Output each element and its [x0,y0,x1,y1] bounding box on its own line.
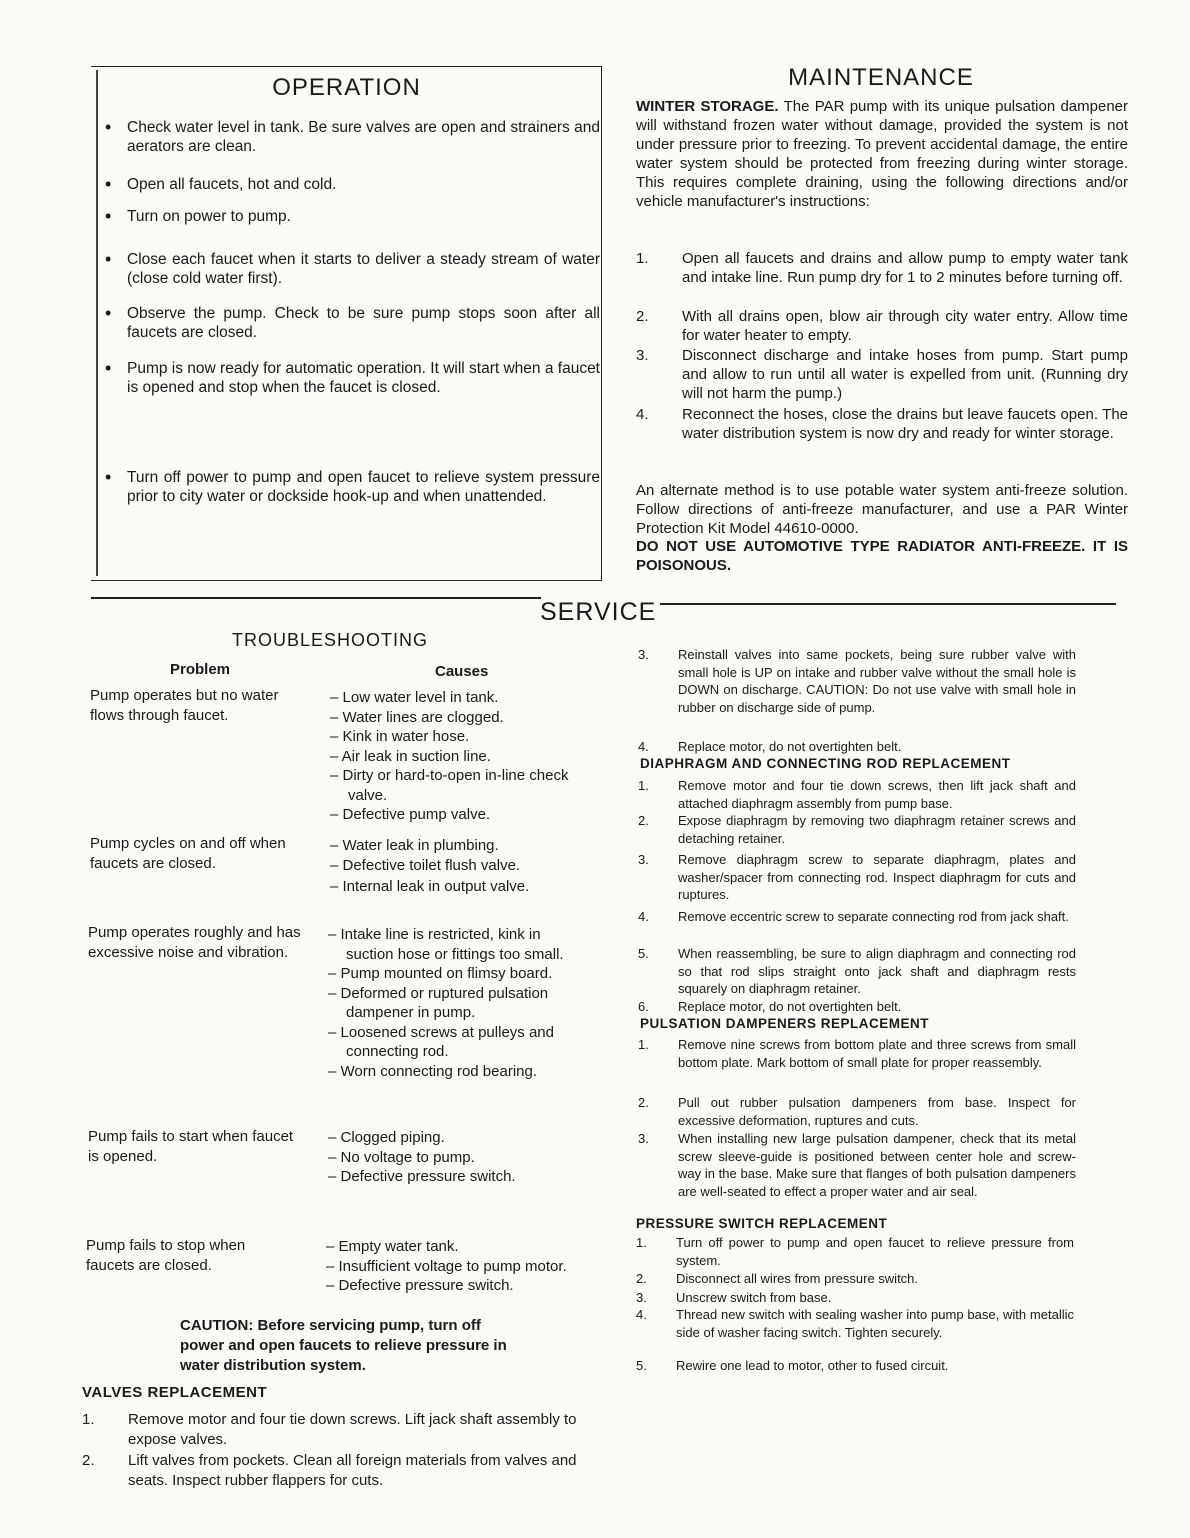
pressure-switch-step: 3. Unscrew switch from base. [636,1290,832,1305]
winter-storage-text: The PAR pump with its unique pulsation dampener will withstand frozen water without damage, provided the system is not under pressure prior to freezing. To prevent accidental damage, the entire water system should be protected from freezing during winter storage. This requires complete draining, using the following directions and/or vehicle manufacturer's instructions: [636,98,1129,210]
bullet-icon: • [105,467,112,487]
cause-item: – Water lines are clogged. [330,708,504,726]
diaphragm-step: 4. Remove eccentric screw to separate connecting rod from jack shaft. [638,909,1069,924]
cause-item: – Clogged piping. [328,1129,445,1146]
operation-bullet: • Open all faucets, hot and cold. [105,174,337,194]
problem-column-header: Problem [170,661,231,678]
maintenance-title: MAINTENANCE [788,64,974,91]
problem-cell: Pump operates roughly and has excessive noise and vibration. [88,924,301,961]
bullet-icon: • [105,303,112,323]
cause-item: – No voltage to pump. [328,1148,475,1166]
cause-item: – Defective pressure switch. [328,1168,516,1185]
cause-item: – Kink in water hose. [330,728,470,745]
pressure-switch-step: 4. Thread new switch with sealing washer into pump base, with metallic side of washer facing switch. Tighten securely. [636,1307,1074,1340]
operation-bullet: • Check water level in tank. Be sure valves are open and strainers and aerators are clean. [105,117,600,155]
causes-column-header: Causes [435,663,489,680]
pressure-switch-step: 2. Disconnect all wires from pressure switch. [636,1271,919,1286]
operation-title: OPERATION [272,74,421,101]
bullet-icon: • [105,206,112,226]
pressure-switch-replacement-title: PRESSURE SWITCH REPLACEMENT [636,1216,888,1231]
cause-item: – Defective toilet flush valve. [330,856,521,874]
bullet-icon: • [105,174,112,194]
pulsation-step: 3. When installing new large pulsation dampener, check that its metal screw sleeve-guide is positioned between center hole and screw-way in the base. Make sure that flanges of both pulsation dampeners are well-seated to effect a proper water and air seal. [638,1131,1076,1199]
cause-item: – Air leak in suction line. [330,747,491,765]
cause-item: – Deformed or ruptured pulsation dampener in pump. [328,984,549,1021]
valves-step: 1. Remove motor and four tie down screws. Lift jack shaft assembly to expose valves. [82,1411,577,1448]
winter-storage-paragraph [636,97,1128,211]
bullet-icon: • [105,249,112,269]
causes-cell [330,836,580,897]
causes-cell [330,688,580,825]
maintenance-step: 4. Reconnect the hoses, close the drains but leave faucets open. The water distribution system is now dry and ready for winter storage. [636,406,1128,442]
valves-replacement-title: VALVES REPLACEMENT [82,1384,268,1401]
cause-item: – Defective pressure switch. [326,1277,514,1294]
valves-step: 3. Reinstall valves into same pockets, being sure rubber valve with small hole is UP on intake and rubber valve without the small hole is DOWN on discharge. CAUTION: Do not use valve with small hole in rubber on discharge side of pump. [638,647,1076,715]
problem-cell: Pump operates but no water flows through faucet. [90,687,279,724]
troubleshooting-title: TROUBLESHOOTING [232,630,429,650]
operation-bullet: • Turn off power to pump and open faucet to relieve system pressure prior to city water or dockside hook-up and when unattended. [105,467,600,505]
section-divider-left [91,597,541,599]
causes-cell [328,1128,578,1187]
cause-item: – Dirty or hard-to-open in-line check valve. [330,767,569,804]
pressure-switch-step: 1. Turn off power to pump and open faucet to relieve pressure from system. [636,1235,1074,1268]
bullet-icon: • [105,117,112,137]
causes-cell [326,1237,576,1296]
pulsation-replacement-title: PULSATION DAMPENERS REPLACEMENT [640,1016,930,1031]
problem-cell: Pump fails to stop when faucets are closed. [86,1237,246,1274]
problem-cell: Pump fails to start when faucet is opened. [88,1128,294,1165]
maintenance-step: 2. With all drains open, blow air through city water entry. Allow time for water heater to empty. [636,308,1128,344]
operation-box-left-border [96,70,98,576]
cause-item: – Intake line is restricted, kink in suction hose or fittings too small. [328,926,564,963]
cause-item: – Pump mounted on flimsy board. [328,965,553,982]
diaphragm-replacement-title: DIAPHRAGM AND CONNECTING ROD REPLACEMENT [640,756,1011,771]
cause-item: – Water leak in plumbing. [330,837,499,854]
cause-item: – Low water level in tank. [330,689,499,706]
pressure-switch-step: 5. Rewire one lead to motor, other to fused circuit. [636,1358,949,1373]
pulsation-step: 2. Pull out rubber pulsation dampeners from base. Inspect for excessive deformation, ruptures and cuts. [638,1095,1076,1128]
operation-bullet: • Pump is now ready for automatic operation. It will start when a faucet is opened and stop when the faucet is closed. [105,358,600,396]
cause-item: – Worn connecting rod bearing. [328,1062,538,1080]
service-caution: CAUTION: Before servicing pump, turn off power and open faucets to relieve pressure in water distribution system. [180,1317,507,1374]
service-title: SERVICE [540,598,657,626]
diaphragm-step: 2. Expose diaphragm by removing two diaphragm retainer screws and detaching retainer. [638,813,1076,846]
maintenance-step: 1. Open all faucets and drains and allow pump to empty water tank and intake line. Run pump dry for 1 to 2 minutes before turning off. [636,250,1128,286]
maintenance-step: 3. Disconnect discharge and intake hoses from pump. Start pump and allow to run until all water is expelled from unit. (Running dry will not harm the pump.) [636,347,1128,402]
cause-item: – Insufficient voltage to pump motor. [326,1257,567,1275]
diaphragm-step: 3. Remove diaphragm screw to separate diaphragm, plates and washer/spacer from connecting rod. Inspect diaphragm for cuts and ruptures. [638,852,1076,902]
valves-step: 2. Lift valves from pockets. Clean all foreign materials from valves and seats. Inspect rubber flappers for cuts. [82,1452,577,1489]
cause-item: – Defective pump valve. [330,806,491,823]
diaphragm-step: 1. Remove motor and four tie down screws, then lift jack shaft and attached diaphragm assembly from pump base. [638,778,1076,811]
antifreeze-warning: DO NOT USE AUTOMOTIVE TYPE RADIATOR ANTI-FREEZE. IT IS POISONOUS. [636,538,1128,574]
diaphragm-step: 6. Replace motor, do not overtighten belt. [638,999,902,1014]
operation-bullet: • Turn on power to pump. [105,206,291,226]
cause-item: – Loosened screws at pulleys and connecting rod. [328,1023,554,1060]
operation-bullet: • Observe the pump. Check to be sure pump stops soon after all faucets are closed. [105,303,600,341]
problem-cell: Pump cycles on and off when faucets are closed. [90,835,286,872]
alternate-method-paragraph: An alternate method is to use potable water system anti-freeze solution. Follow directions of anti-freeze manufacturer, and use a PAR Winter Protection Kit Model 44610-0000. [636,482,1128,537]
operation-bullet: • Close each faucet when it starts to deliver a steady stream of water (close cold water first). [105,249,600,287]
causes-cell [328,925,588,1081]
bullet-icon: • [105,358,112,378]
cause-item: – Internal leak in output valve. [330,878,530,895]
winter-storage-label: WINTER STORAGE. [636,98,779,115]
diaphragm-step: 5. When reassembling, be sure to align diaphragm and connecting rod so that rod slips straight onto jack shaft and diaphragm rests squarely on diaphragm retainer. [638,946,1076,996]
pulsation-step: 1. Remove nine screws from bottom plate and three screws from small bottom plate. Mark bottom of small plate for proper reassembly. [638,1037,1076,1070]
cause-item: – Empty water tank. [326,1238,459,1255]
section-divider-right [660,603,1116,605]
valves-step: 4. Replace motor, do not overtighten belt. [638,739,902,754]
